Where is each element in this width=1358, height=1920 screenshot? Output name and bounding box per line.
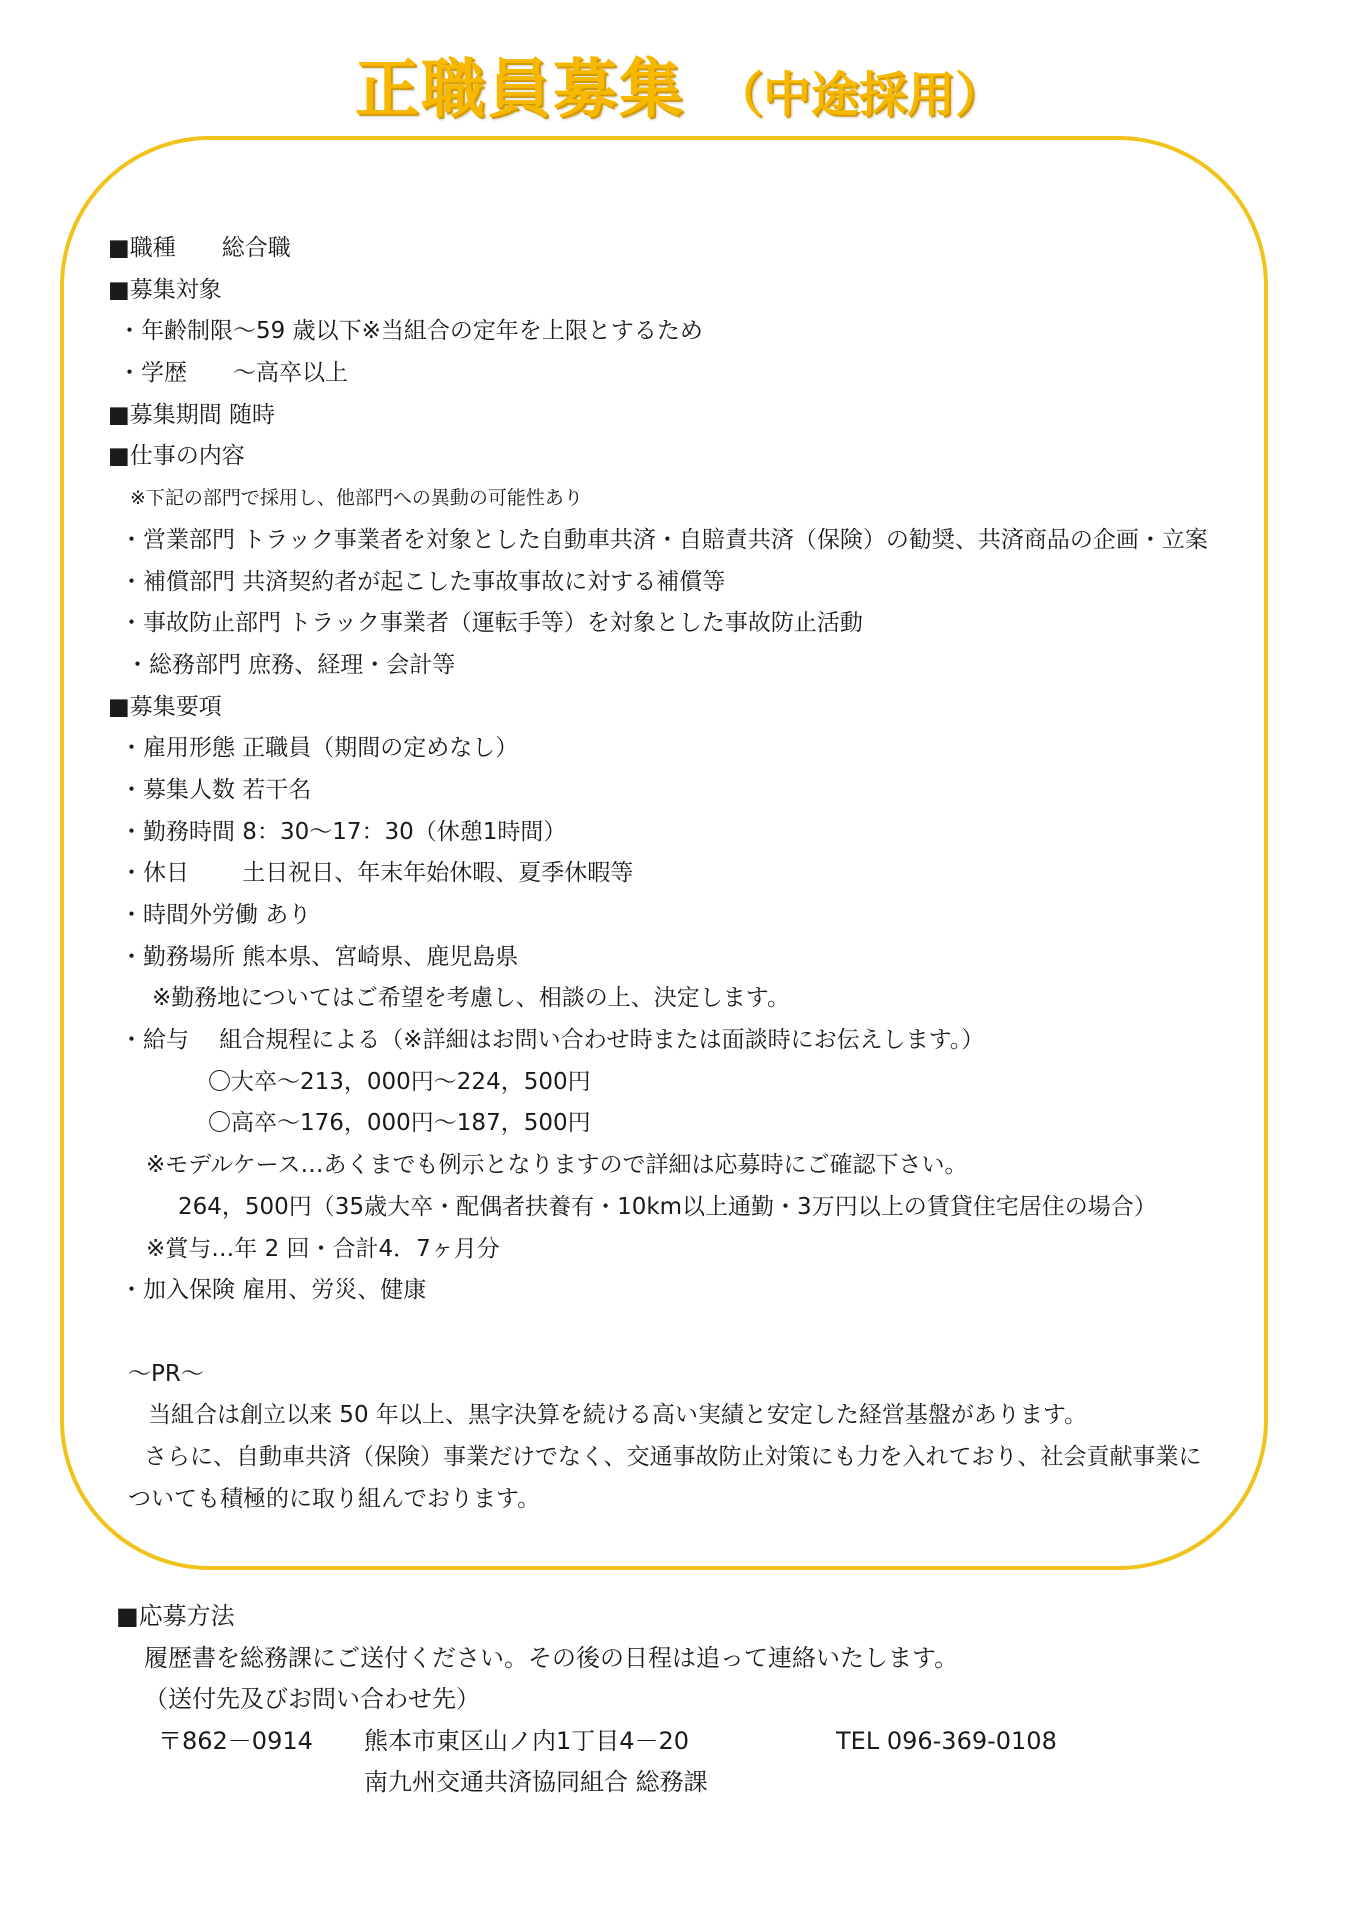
- content-line: ■仕事の内容: [108, 443, 245, 470]
- content-line: ・雇用形態 正職員（期間の定めなし）: [120, 735, 519, 762]
- content-line: ※勤務地についてはご希望を考慮し、相談の上、決定します。: [152, 985, 790, 1012]
- content-line: ・加入保険 雇用、労災、健康: [120, 1277, 427, 1304]
- content-line: 当組合は創立以来 50 年以上、黒字決算を続ける高い実績と安定した経営基盤があります。: [148, 1402, 1088, 1429]
- address: 熊本市東区山ノ内1丁目4－20: [364, 1726, 690, 1755]
- contact-label: （送付先及びお問い合わせ先）: [144, 1685, 480, 1713]
- application-method: [108, 1596, 1258, 1804]
- contact-address-row: [108, 1721, 1258, 1763]
- content-line: ・営業部門 トラック事業者を対象とした自動車共済・自賠責共済（保険）の勧奨、共済商品の企画・立案: [120, 526, 1208, 553]
- content-line: ※賞与…年 2 回・合計4．7ヶ月分: [146, 1235, 500, 1262]
- content-line: ・年齢制限～59 歳以下※当組合の定年を上限とするため: [118, 318, 703, 345]
- content-line: ・勤務場所 熊本県、宮崎県、鹿児島県: [120, 943, 519, 970]
- content-line: ・時間外労働 あり: [120, 902, 312, 928]
- content-line: ついても積極的に取り組んでおります。: [128, 1485, 541, 1512]
- content-line: ・総務部門 庶務、経理・会計等: [126, 651, 456, 678]
- content-line: ・給与 組合規程による（※詳細はお問い合わせ時または面談時にお伝えします。）: [120, 1027, 985, 1054]
- application-heading: ■応募方法: [116, 1602, 235, 1630]
- content-line: [108, 1312, 1248, 1354]
- content-line: ■職種 総合職: [108, 235, 291, 261]
- title-main: 正職員募集: [354, 53, 685, 127]
- content-line: 〇大卒～213，000円～224，500円: [208, 1068, 591, 1095]
- content-line: ■募集要項: [108, 693, 222, 720]
- telephone: TEL 096-369-0108: [836, 1726, 1057, 1755]
- content-line: 〇高卒～176，000円～187，500円: [208, 1110, 591, 1137]
- content-line: ～PR～: [128, 1360, 204, 1387]
- organization-name: 南九州交通共済協同組合 総務課: [364, 1768, 708, 1796]
- content-line: 264，500円（35歳大卒・配偶者扶養有・10km以上通勤・3万円以上の賃貸住宅居住の場合）: [178, 1193, 1157, 1220]
- content-line: ■募集期間 随時: [108, 401, 276, 428]
- content-line: ・募集人数 若干名: [120, 776, 312, 803]
- content-line: ・補償部門 共済契約者が起こした事故事故に対する補償等: [120, 568, 726, 595]
- title-sub: （中途採用）: [714, 67, 1003, 123]
- application-instruction: 履歴書を総務課にご送付ください。その後の日程は追って連絡いたします。: [144, 1643, 959, 1672]
- content-line: ・休日 土日祝日、年末年始休暇、夏季休暇等: [120, 860, 634, 887]
- content-line: ・学歴 ～高卒以上: [118, 360, 348, 387]
- content-line: ■募集対象: [108, 276, 222, 303]
- content-line: さらに、自動車共済（保険）事業だけでなく、交通事故防止対策にも力を入れており、社会貢献事業に: [144, 1443, 1202, 1470]
- content-line: ※モデルケース…あくまでも例示となりますので詳細は応募時にご確認下さい。: [146, 1152, 968, 1179]
- content-line: ・勤務時間 8：30～17：30（休憩1時間）: [120, 818, 567, 845]
- content-line: ・事故防止部門 トラック事業者（運転手等）を対象とした事故防止活動: [120, 610, 863, 637]
- content-line: ※下記の部門で採用し、他部門への異動の可能性あり: [130, 487, 583, 510]
- job-details: [108, 228, 1248, 1520]
- page-title: [0, 38, 1358, 130]
- postal-code: 〒862－0914: [158, 1726, 313, 1755]
